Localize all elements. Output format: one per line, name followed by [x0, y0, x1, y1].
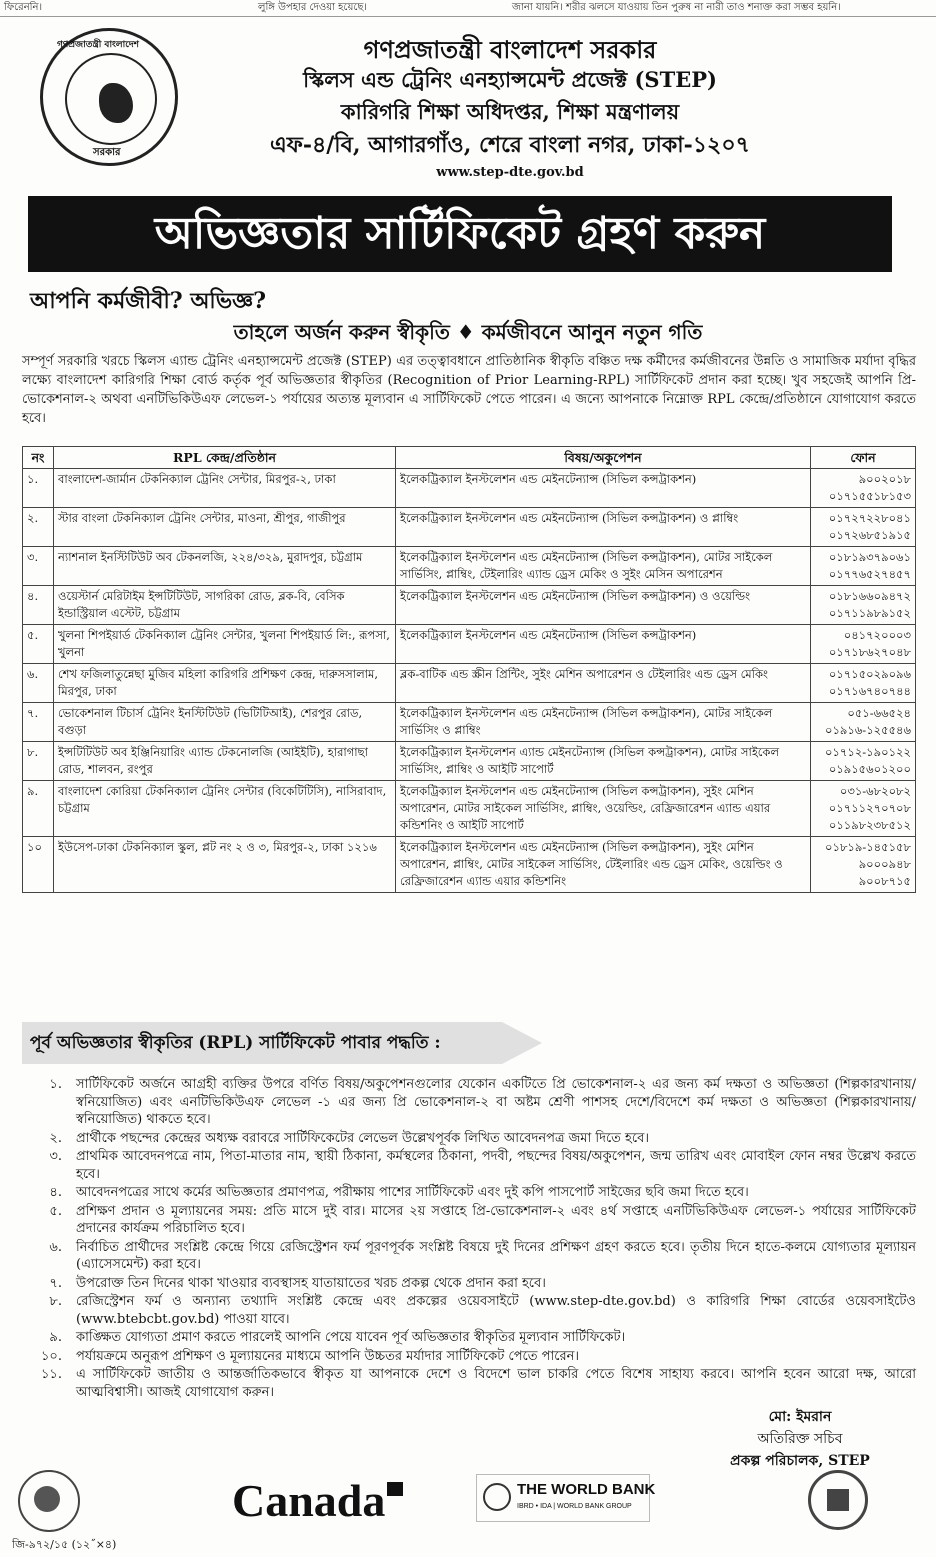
row-phones — [811, 664, 916, 703]
rpl-centers-table — [22, 446, 916, 893]
row-no: ৩. — [23, 547, 54, 586]
canada-logo — [232, 1474, 403, 1527]
row-subject: ইলেকট্রিক্যাল ইনস্টলেশন এন্ড মেইনটেন্যান্স (সিভিল কন্সট্রাকশন), মোটর সাইকেল সার্ভিসিং ও প্লাম্বিং — [396, 703, 811, 742]
phone: ০১৭১৫৫১৮১৫৩ — [828, 489, 911, 503]
world-bank-logo — [476, 1474, 656, 1522]
row-no: ১. — [23, 469, 54, 508]
row-center: স্টার বাংলা টেকনিক্যাল ট্রেনিং সেন্টার, মাওনা, শ্রীপুর, গাজীপুর — [54, 508, 396, 547]
phone: ৯০০২০১৮ — [858, 472, 911, 486]
col-header-center: RPL কেন্দ্র/প্রতিষ্ঠান — [54, 447, 396, 469]
list-item — [22, 1293, 916, 1328]
row-center: শেখ ফজিলাতুন্নেছা মুজিব মহিলা কারিগরি প্রশিক্ষণ কেন্দ্র, দারুসসালাম, মিরপুর, ঢাকা — [54, 664, 396, 703]
procedure-heading-arrow — [22, 1022, 542, 1064]
table-row — [23, 625, 916, 664]
header-website: www.step-dte.gov.bd — [436, 165, 584, 180]
row-subject: ইলেকট্রিক্যাল ইনস্টলেশন এন্ড মেইনটেন্যান্স (সিভিল কন্সট্রাকশন), সুইং মেশিন অপারেশন, মোটর সাইকেল সার্ভিসিং, প্লাম্বিং, ওয়েল্ডিং, রেফ্রিজারেশন এ্যান্ড এয়ার কন্ডিশনিং ও আইটি সাপোর্ট — [396, 781, 811, 837]
row-center: ওয়েস্টার্ন মেরিটাইম ইন্সটিটিউট, সাগরিকা রোড, ব্লক-বি, বেসিক ইন্ডাস্ট্রিয়াল এস্টেট, চট্টগ্রাম — [54, 586, 396, 625]
row-center: ইউসেপ-ঢাকা টেকনিক্যাল স্কুল, প্লট নং ২ ও ৩, মিরপুর-২, ঢাকা ১২১৬ — [54, 837, 396, 893]
phone: ০৩১-৬৮২০৮২ — [839, 784, 911, 798]
table-row — [23, 742, 916, 781]
seal-ring-top: গণপ্রজাতন্ত্রী বাংলাদেশ — [57, 40, 139, 50]
step-text: কাঙ্ক্ষিত যোগ্যতা প্রমাণ করতে পারলেই আপনি পেয়ে যাবেন পূর্ব অভিজ্ঞতার স্বীকৃতির মূল্যবান সার্টিফিকেট। — [76, 1330, 626, 1345]
row-no: ৯. — [23, 781, 54, 837]
sponsor-logos — [0, 1470, 936, 1530]
row-subject: ইলেকট্রিক্যাল ইনস্টলেশন এন্ড মেইনটেন্যান্স (সিভিল কন্সট্রাকশন), সুইং মেশিন অপারেশন, প্লাম্বিং, মোটর সাইকেল সার্ভিসিং, টেইলারিং এন্ড ড্রেস মেকিং, ওয়েল্ডিং ও রেফ্রিজারেশন এ্যান্ড এয়ার কন্ডিশনিং — [396, 837, 811, 893]
row-center: ভোকেশনাল টিচার্স ট্রেনিং ইনস্টিটিউট (ভিটিটিআই), শেরপুর রোড, বগুড়া — [54, 703, 396, 742]
canada-wordmark: Canada — [232, 1475, 386, 1526]
phone: ০১৯১৬-১২৫৫৪৬ — [824, 723, 911, 737]
world-bank-subtitle: IBRD • IDA | WORLD BANK GROUP — [517, 1503, 632, 1510]
row-subject: ইলেকট্রিক্যাল ইনস্টলেশন এন্ড মেইনটেন্যান্স (সিভিল কন্সট্রাকশন) — [396, 469, 811, 508]
main-banner: অভিজ্ঞতার সার্টিফিকেট গ্রহণ করুন — [28, 196, 892, 272]
row-phones — [811, 508, 916, 547]
table-row — [23, 547, 916, 586]
row-subject: ইলেকট্রিক্যাল ইনস্টলেশন এ্যান্ড মেইনটেন্যান্স (সিভিল কন্সট্রাকশন), মোটর সাইকেল সার্ভিসিং, প্লাম্বিং ও আইটি সাপোর্ট — [396, 742, 811, 781]
step-text: এ সার্টিফিকেট জাতীয় ও আন্তর্জাতিকভাবে স্বীকৃত যা আপনাকে দেশে ও বিদেশে ভাল চাকরি পেতে বিশেষ সাহায্য করবে। আপনি হবেন আরো দক্ষ, আরো আত্মবিশ্বাসী। আজই যোগাযোগ করুন। — [76, 1367, 916, 1400]
step-text: প্রার্থীকে পছন্দের কেন্দ্রের অধ্যক্ষ বরাবরে সার্টিফিকেটের লেভেল উল্লেখপূর্বক লিখিত আবেদনপত্র জমা দিতে হবে। — [76, 1130, 649, 1146]
row-center: ইন্সটিটিউট অব ইঞ্জিনিয়ারিং এ্যান্ড টেকনোলজি (আইইটি), হারাগাছা রোড, শালবন, রংপুর — [54, 742, 396, 781]
table-row — [23, 469, 916, 508]
row-no: ৮. — [23, 742, 54, 781]
row-subject: ইলেকট্রিক্যাল ইনস্টলেশন এন্ড মেইনটেন্যান্স (সিভিল কন্সট্রাকশন) ও ওয়েল্ডিং — [396, 586, 811, 625]
globe-icon — [483, 1483, 511, 1511]
phone: ০১৭২৬৮৫১৯১৫ — [828, 528, 911, 542]
row-phones — [811, 547, 916, 586]
table-row — [23, 837, 916, 893]
question-heading: আপনি কর্মজীবী? অভিজ্ঞ? — [30, 288, 267, 314]
list-item — [22, 1203, 916, 1238]
signatory-role: প্রকল্প পরিচালক, STEP — [730, 1453, 870, 1469]
step-text: প্রশিক্ষণ প্রদান ও মূল্যায়নের সময়: প্রতি মাসে দুই বার। মাসের ২য় সপ্তাহে প্রি-ভোকেশনাল-২ এবং ৪র্থ সপ্তাহে এনটিভিকিউএফ লেভেল-১ পর্যায়ের সার্টিফিকেট প্রদানের কার্যক্রম পরিচালিত হবে। — [76, 1203, 916, 1236]
header-department: কারিগরি শিক্ষা অধিদপ্তর, শিক্ষা মন্ত্রণালয় — [340, 99, 680, 124]
step-number: ৫. — [49, 1203, 62, 1219]
phone: ৯০০০৯৪৮ — [858, 857, 911, 871]
header-project: স্কিলস এন্ড ট্রেনিং এনহ্যান্সমেন্ট প্রজেক্ট (STEP) — [303, 67, 717, 92]
procedure-title: পূর্ব অভিজ্ঞতার স্বীকৃতির (RPL) সার্টিফিকেট পাবার পদ্ধতি : — [30, 1033, 441, 1053]
canada-flag-icon — [387, 1482, 403, 1496]
row-phones — [811, 742, 916, 781]
phone: ০১৭১৮৬২৭০৪৮ — [828, 645, 911, 659]
step-number: ৮. — [49, 1294, 62, 1309]
phone: ০১৭১১৯৮৯১৫২ — [828, 606, 911, 620]
header-address: এফ-৪/বি, আগারগাঁও, শেরে বাংলা নগর, ঢাকা-১২০৭ — [270, 132, 750, 158]
arrow-tip-icon — [502, 1022, 542, 1064]
phone: ০১৭৭৬৫২৭৪৫৭ — [828, 567, 911, 581]
list-item — [22, 1329, 916, 1347]
phone: ০১৮১৯-১৪৫১৫৮ — [825, 840, 911, 854]
row-center: খুলনা শিপইয়ার্ড টেকনিক্যাল ট্রেনিং সেন্টার, খুলনা শিপইয়ার্ড লি:, রূপসা, খুলনা — [54, 625, 396, 664]
step-text: আবেদনপত্রের সাথে কর্মের অভিজ্ঞতার প্রমাণপত্র, পরীক্ষায় পাশের সার্টিফিকেট এবং দুই কপি পাসপোর্ট সাইজের ছবি জমা দিতে হবে। — [76, 1185, 749, 1200]
seal-ring-bottom: সরকার — [93, 147, 121, 158]
row-no: ৪. — [23, 586, 54, 625]
step-text: নির্বাচিত প্রার্থীদের সংশ্লিষ্ট কেন্দ্রে গিয়ে রেজিস্ট্রেশন ফর্ম পূরণপূর্বক সংশ্লিষ্ট বিষয়ে দুই দিনের প্রশিক্ষণ গ্রহণ করতে হবে। তৃতীয় দিনে হাতে-কলমে যোগ্যতার মূল্যায়ন (এ্যাসেসমেন্ট) করা হবে। — [76, 1239, 916, 1272]
row-subject: ইলেকট্রিক্যাল ইনস্টলেশন এন্ড মেইনটেন্যান্স (সিভিল কন্সট্রাকশন), মোটর সাইকেল সার্ভিসিং, প্লাম্বিং, টেইলারিং এ্যান্ড ড্রেস মেকিং ও সুইং মেসিন অপারেশন — [396, 547, 811, 586]
step-number: ৩. — [49, 1149, 62, 1164]
step-number: ৯. — [49, 1330, 62, 1345]
signatory-name: মো: ইমরান — [768, 1409, 832, 1425]
table-header-row — [23, 447, 916, 469]
row-no: ৫. — [23, 625, 54, 664]
step-number: ২. — [49, 1130, 62, 1146]
row-center: বাংলাদেশ-জার্মান টেকনিক্যাল ট্রেনিং সেন্টার, মিরপুর-২, ঢাকা — [54, 469, 396, 508]
row-center: বাংলাদেশ কোরিয়া টেকনিক্যাল ট্রেনিং সেন্টার (বিকেটিটিসি), নাসিরাবাদ, চট্টগ্রাম — [54, 781, 396, 837]
step-number: ৭. — [49, 1275, 62, 1291]
list-item — [22, 1275, 916, 1293]
step-logo-center — [827, 1489, 849, 1511]
row-subject: ইলেকট্রিক্যাল ইনস্টলেশন এন্ড মেইনটেন্যান্স (সিভিল কন্সট্রাকশন) ও প্লাম্বিং — [396, 508, 811, 547]
row-no: ৬. — [23, 664, 54, 703]
col-header-no: নং — [23, 447, 54, 469]
phone: ০১৮১৬৬০৯৪৭২ — [828, 589, 911, 603]
phone: ০৫১-৬৬৫২৪ — [847, 706, 911, 720]
row-phones — [811, 837, 916, 893]
world-bank-name: THE WORLD BANK — [517, 1481, 656, 1498]
col-header-subject: বিষয়/অকুপেশন — [396, 447, 811, 469]
list-item — [22, 1130, 916, 1148]
row-subject: ইলেকট্রিক্যাল ইনস্টলেশন এন্ড মেইনটেন্যান্স (সিভিল কন্সট্রাকশন) — [396, 625, 811, 664]
step-text: রেজিস্ট্রেশন ফর্ম ও অন্যান্য তথ্যাদি সংশ্লিষ্ট কেন্দ্রে এবং প্রকল্পের ওয়েবসাইটে (www.step-dte.gov.bd) ও কারিগরি শিক্ষা বোর্ডের ওয়েবসাইটেও (www.btebcbt.gov.bd) পাওয়া যাবে। — [76, 1294, 916, 1327]
table-row — [23, 664, 916, 703]
government-seal-icon — [40, 28, 178, 166]
table-row — [23, 781, 916, 837]
signatory-title: অতিরিক্ত সচিব — [757, 1431, 843, 1447]
row-phones — [811, 781, 916, 837]
step-number: ৪. — [49, 1185, 62, 1200]
row-no: ৭. — [23, 703, 54, 742]
step-text: উপরোক্ত তিন দিনের থাকা খাওয়ার ব্যবস্থাসহ যাতায়াতের খরচ প্রকল্প থেকে প্রদান করা হবে। — [76, 1275, 546, 1291]
dte-logo-icon — [18, 1470, 80, 1532]
step-number: ১০. — [40, 1348, 62, 1364]
row-phones — [811, 469, 916, 508]
row-center: ন্যাশনাল ইনস্টিটিউট অব টেকনলজি, ২২৪/৩২৯, মুরাদপুর, চট্টগ্রাম — [54, 547, 396, 586]
procedure-steps-list — [22, 1076, 916, 1402]
bangladesh-map-icon — [99, 83, 133, 123]
list-item — [22, 1076, 916, 1129]
tagline: তাহলে অর্জন করুন স্বীকৃতি ♦ কর্মজীবনে আনুন নতুন গতি — [233, 320, 703, 344]
top-strip-text-3: জানা যায়নি। শরীর ঝলসে যাওয়ায় তিন পুরুষ না নারী তাও শনাক্ত করা সম্ভব হয়নি। — [512, 2, 841, 13]
step-number: ১১. — [40, 1367, 62, 1382]
phone: ০১৮১৯৩৭৯০৬১ — [828, 550, 911, 564]
table-row — [23, 586, 916, 625]
footer-reference: জি-৯৭২/১৫ (১২˝×৪) — [12, 1538, 117, 1551]
table-row — [23, 703, 916, 742]
dte-logo-center — [34, 1486, 60, 1512]
table-row — [23, 508, 916, 547]
step-text: সার্টিফিকেট অর্জনে আগ্রহী ব্যক্তির উপরে বর্ণিত বিষয়/অকুপেশনগুলোর যেকোন একটিতে প্রি ভোকেশনাল-২ এর জন্য কর্ম দক্ষতা ও অভিজ্ঞতা (শিল্পকারখানায়/স্বনিয়োজিত) এবং এনটিভিকিউএফ লেভেল -১ এর জন্য প্রি ভোকেশনাল-২ বা অষ্টম শ্রেণী পাশসহ দেশে/বিদেশে কর্ম দক্ষতা ও অভিজ্ঞতা (শিল্পকারখানায়/স্বনিয়োজিত) থাকতে হবে। — [76, 1077, 916, 1127]
phone: ০১৭১১২৭০৭০৮ — [828, 801, 911, 815]
phone: ০১৯১৫৬০১২০০ — [828, 762, 911, 776]
step-number: ৬. — [49, 1239, 62, 1255]
row-no: ২. — [23, 508, 54, 547]
top-strip-text-2: লুঙ্গি উপহার দেওয়া হয়েছে। — [258, 2, 367, 13]
signature-block — [700, 1406, 900, 1472]
intro-paragraph: সম্পূর্ণ সরকারি খরচে স্কিলস এ্যান্ড ট্রেনিং এনহ্যান্সমেন্ট প্রজেক্ট (STEP) এর তত্ত্বাবধানে প্রাতিষ্ঠানিক স্বীকৃতি বঞ্চিত দক্ষ কর্মীদের কর্মজীবনের উন্নতি ও সামাজিক মর্যাদা বৃদ্ধির লক্ষ্যে বাংলাদেশ কারিগরি শিক্ষা বোর্ড কর্তৃক পূর্ব অভিজ্ঞতার স্বীকৃতির (Recognition of Prior Learning-RPL) সার্টিফিকেট প্রদান করা হচ্ছে। খুব সহজেই আপনি প্রি-ভোকেশনাল-২ অথবা এনটিভিকিউএফ লেভেল-১ পর্যায়ের অত্যন্ত মূল্যবান এ সার্টিফিকেট পেতে পারেন। এ জন্যে আপনাকে নিম্নোক্ত RPL কেন্দ্রে/প্রতিষ্ঠানে যোগাযোগ করতে হবে। — [22, 354, 916, 426]
list-item — [22, 1239, 916, 1274]
row-phones — [811, 586, 916, 625]
header-government: গণপ্রজাতন্ত্রী বাংলাদেশ সরকার — [363, 35, 657, 64]
top-strip-text-1: ফিরেননি। — [4, 2, 43, 13]
list-item — [22, 1366, 916, 1401]
list-item — [22, 1184, 916, 1202]
phone: ০১৭১৫০২৯০৯৬ — [828, 667, 911, 681]
row-phones — [811, 625, 916, 664]
phone: ০১৭১২-১৯০১২২ — [824, 745, 911, 759]
col-header-phone: ফোন — [811, 447, 916, 469]
row-phones — [811, 703, 916, 742]
list-item — [22, 1148, 916, 1183]
step-logo-icon — [808, 1470, 868, 1530]
phone: ০১৭১৬৭৪০৭৪৪ — [828, 684, 911, 698]
seal-inner-ring — [65, 53, 157, 145]
list-item — [22, 1348, 916, 1366]
step-text: পর্যায়ক্রমে অনুরূপ প্রশিক্ষণ ও মূল্যায়নের মাধ্যমে আপনি উচ্চতর মর্যাদার সার্টিফিকেট পেতে পারেন। — [76, 1348, 580, 1364]
phone: ০১৭২৭২২৮০৪১ — [828, 511, 911, 525]
phone: ০১১৯৮২৩৮৫১২ — [828, 818, 911, 832]
phone: ৯০০৮৭১৫ — [858, 874, 911, 888]
step-number: ১. — [49, 1077, 62, 1092]
row-no: ১০ — [23, 837, 54, 893]
top-news-strip — [0, 0, 936, 17]
step-text: প্রাথমিক আবেদনপত্রে নাম, পিতা-মাতার নাম, স্থায়ী ঠিকানা, কর্মস্থলের ঠিকানা, পদবী, পছন্দের বিষয়/অকুপেশন, জন্ম তারিখ এবং মোবাইল ফোন নম্বর উল্লেখ করতে হবে। — [76, 1149, 916, 1182]
row-subject: ব্লক-বাটিক এন্ড স্ক্রীন প্রিন্টিং, সুইং মেশিন অপারেশন ও টেইলারিং এন্ড ড্রেস মেকিং — [396, 664, 811, 703]
phone: ০৪১৭২০০০৩ — [843, 628, 911, 642]
